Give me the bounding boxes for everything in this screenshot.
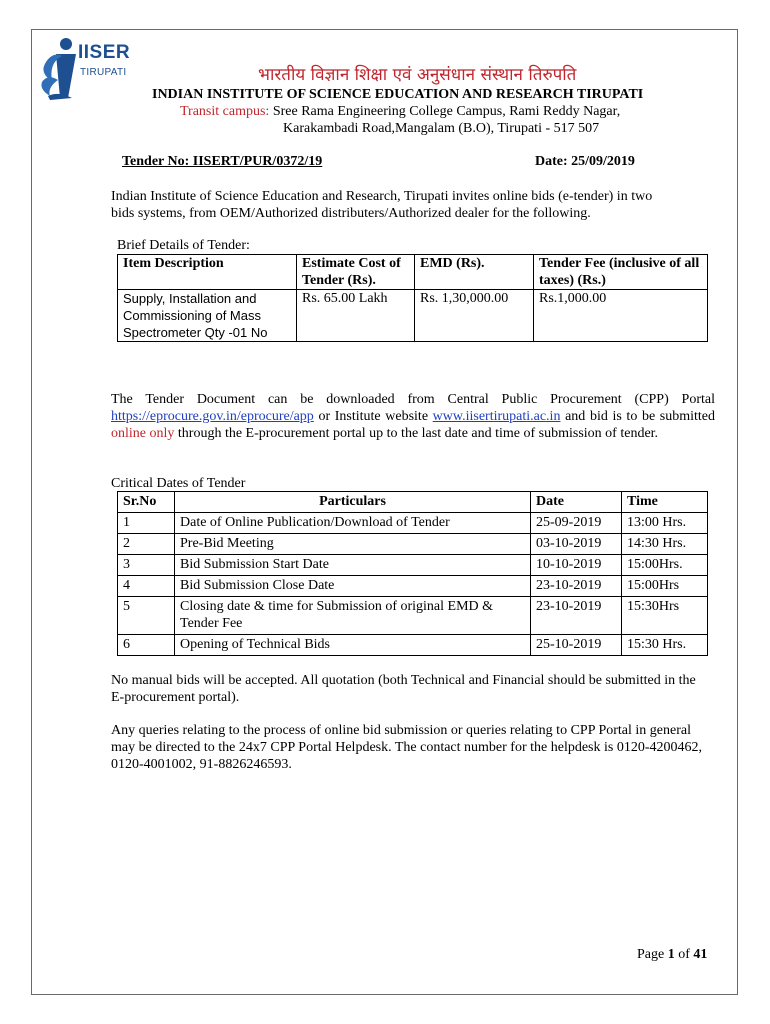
- cell-item-description: Supply, Installation and Commissioning of Mass Spectrometer Qty -01 No: [118, 290, 297, 342]
- header-item-description: Item Description: [118, 255, 297, 290]
- cell-time: 14:30 Hrs.: [622, 534, 708, 555]
- tender-number: Tender No: IISERT/PUR/0372/19: [122, 154, 323, 169]
- cell-date: 25-09-2019: [531, 513, 622, 534]
- page-of: of: [678, 947, 690, 962]
- cell-time: 15:00Hrs: [622, 576, 708, 597]
- table-row: [118, 290, 708, 342]
- page-word: Page: [637, 947, 665, 962]
- tender-date: Date: 25/09/2019: [535, 154, 635, 169]
- online-only-highlight: online only: [111, 426, 175, 441]
- cell-time: 15:30 Hrs.: [622, 635, 708, 656]
- transit-address-text: Sree Rama Engineering College Campus, Rami Reddy Nagar,: [272, 104, 621, 119]
- cell-emd: Rs. 1,30,000.00: [415, 290, 534, 342]
- table-row: [118, 534, 708, 555]
- header-date: Date: [531, 492, 622, 513]
- header-estimate-cost: Estimate Cost of Tender (Rs).: [297, 255, 415, 290]
- header-tender-fee: Tender Fee (inclusive of all taxes) (Rs.): [534, 255, 708, 290]
- brief-details-table: [117, 254, 708, 342]
- brief-details-label: Brief Details of Tender:: [117, 238, 250, 253]
- cell-time: 13:00 Hrs.: [622, 513, 708, 534]
- institute-website-link[interactable]: www.iisertirupati.ac.in: [432, 409, 561, 424]
- address-line-2: Karakambadi Road,Mangalam (B.O), Tirupati - 517 507: [283, 121, 600, 136]
- header-emd: EMD (Rs).: [415, 255, 534, 290]
- institute-name: INDIAN INSTITUTE OF SCIENCE EDUCATION AND RESEARCH TIRUPATI: [152, 87, 644, 102]
- cell-srno: 3: [118, 555, 175, 576]
- cell-srno: 2: [118, 534, 175, 555]
- page-current: 1: [667, 947, 675, 962]
- cell-particulars: Opening of Technical Bids: [175, 635, 531, 656]
- transit-address: [180, 104, 620, 120]
- cell-date: 03-10-2019: [531, 534, 622, 555]
- cpp-portal-link[interactable]: https://eprocure.gov.in/eprocure/app: [111, 409, 314, 424]
- header-time: Time: [622, 492, 708, 513]
- queries-note: Any queries relating to the process of online bid submission or queries relating to CPP Portal in general may be directed to the 24x7 CPP Portal Helpdesk. The contact number for the helpdesk is 0120-4200462, 0120-4001002, 91-8826246593.: [111, 723, 702, 772]
- cell-particulars: Bid Submission Close Date: [175, 576, 531, 597]
- table-header-row: [118, 255, 708, 290]
- download-text-2: or Institute website: [318, 409, 429, 424]
- page-number: [637, 947, 707, 963]
- cell-date: 23-10-2019: [531, 597, 622, 635]
- cell-srno: 4: [118, 576, 175, 597]
- cell-date: 23-10-2019: [531, 576, 622, 597]
- download-text-4: through the E-procurement portal up to the last date and time of submission of tender.: [177, 426, 659, 441]
- download-text-3: and bid is to be submitted: [565, 409, 716, 424]
- table-row: [118, 555, 708, 576]
- cell-estimate-cost: Rs. 65.00 Lakh: [297, 290, 415, 342]
- table-row: [118, 576, 708, 597]
- download-paragraph: [111, 391, 715, 442]
- critical-dates-table: [117, 491, 708, 656]
- cell-srno: 6: [118, 635, 175, 656]
- cell-time: 15:30Hrs: [622, 597, 708, 635]
- table-row: [118, 513, 708, 534]
- cell-particulars: Pre-Bid Meeting: [175, 534, 531, 555]
- cell-srno: 1: [118, 513, 175, 534]
- page-total: 41: [693, 947, 708, 962]
- manual-bids-note: No manual bids will be accepted. All quotation (both Technical and Financial should be submitted in the E-procurement portal).: [111, 673, 696, 705]
- cell-particulars: Closing date & time for Submission of original EMD & Tender Fee: [175, 597, 531, 635]
- header-particulars: Particulars: [175, 492, 531, 513]
- hindi-title: भारतीय विज्ञान शिक्षा एवं अनुसंधान संस्थान तिरुपति: [258, 65, 577, 85]
- cell-srno: 5: [118, 597, 175, 635]
- table-row: [118, 635, 708, 656]
- logo-subtext: TIRUPATI: [80, 67, 127, 78]
- cell-particulars: Date of Online Publication/Download of Tender: [175, 513, 531, 534]
- table-row: [118, 597, 708, 635]
- cell-tender-fee: Rs.1,000.00: [534, 290, 708, 342]
- cell-date: 25-10-2019: [531, 635, 622, 656]
- logo-text: IISER: [78, 42, 131, 63]
- cell-time: 15:00Hrs.: [622, 555, 708, 576]
- table-header-row: [118, 492, 708, 513]
- header-srno: Sr.No: [118, 492, 175, 513]
- cell-date: 10-10-2019: [531, 555, 622, 576]
- transit-label: Transit campus:: [180, 104, 270, 119]
- download-text-1: The Tender Document can be downloaded from Central Public Procurement (CPP) Portal: [111, 392, 715, 407]
- critical-dates-label: Critical Dates of Tender: [111, 476, 246, 491]
- cell-particulars: Bid Submission Start Date: [175, 555, 531, 576]
- intro-paragraph: Indian Institute of Science Education and Research, Tirupati invites online bids (e-tender) in two bids systems, from OEM/Authorized distributers/Authorized dealer for the following.: [111, 189, 653, 221]
